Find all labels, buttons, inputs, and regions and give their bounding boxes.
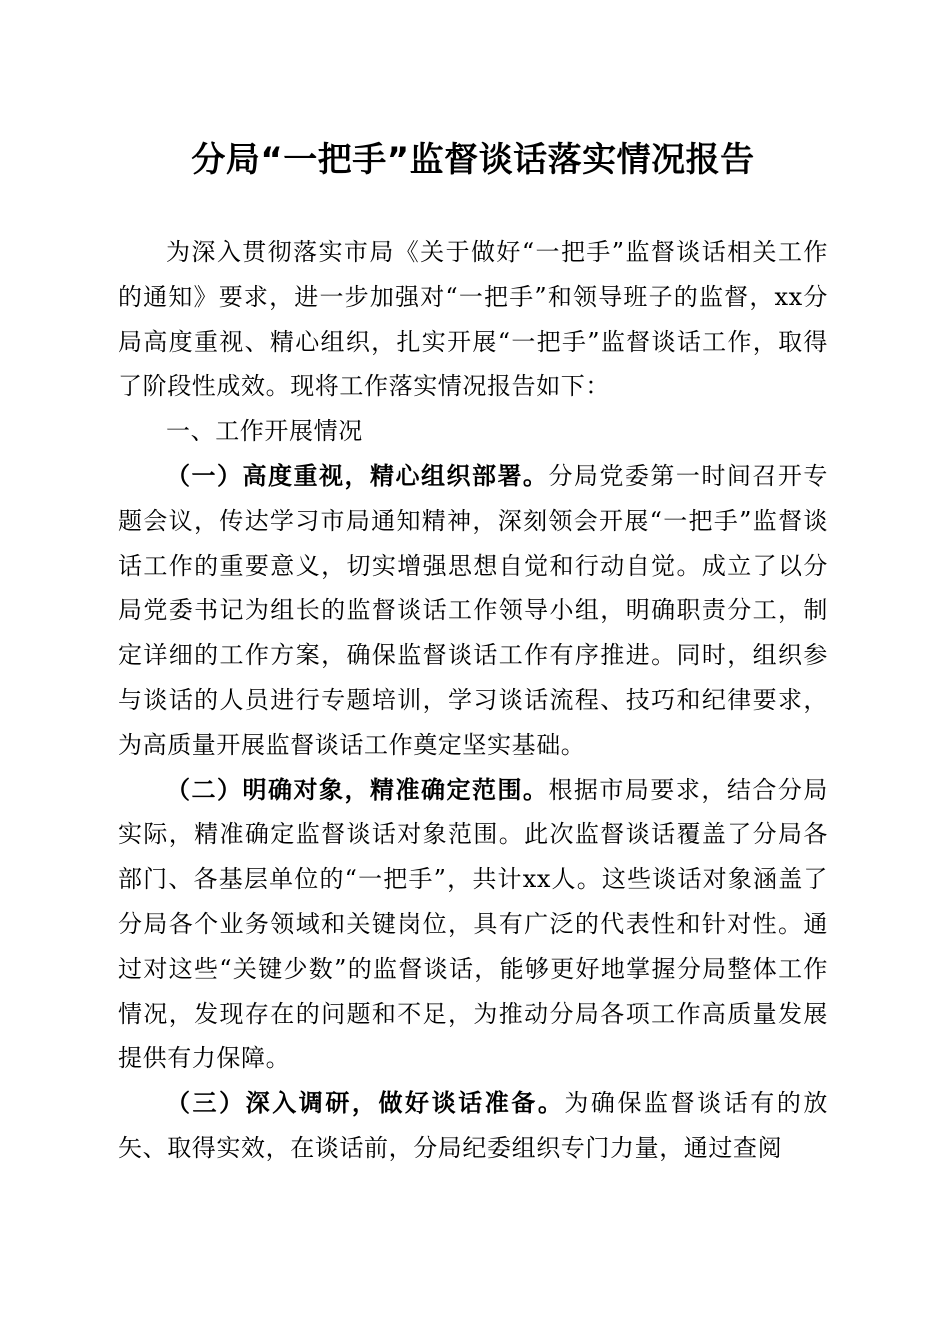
item-paragraph-2 bbox=[118, 768, 828, 1082]
item-lead-3: （三）深入调研，做好谈话准备。 bbox=[166, 1089, 565, 1118]
item-text-3: 为确保监督谈话有的放矢、取得实效，在谈话前，分局纪委组织专门力量，通过查阅 bbox=[118, 1089, 828, 1162]
document-title: 分局“一把手”监督谈话落实情况报告 bbox=[191, 140, 755, 180]
intro-paragraph: 为深入贯彻落实市局《关于做好“一把手”监督谈话相关工作的通知》要求，进一步加强对“一把手”和领导班子的监督，xx分局高度重视、精心组织，扎实开展“一把手”监督谈话工作，取得了阶段性成效。现将工作落实情况报告如下： bbox=[118, 238, 828, 401]
item-text-1: 分局党委第一时间召开专题会议，传达学习市局通知精神，深刻领会开展“一把手”监督谈话工作的重要意义，切实增强思想自觉和行动自觉。成立了以分局党委书记为组长的监督谈话工作领导小组，明确职责分工，制定详细的工作方案，确保监督谈话工作有序推进。同时，组织参与谈话的人员进行专题培训，学习谈话流程、技巧和纪律要求，为高质量开展监督谈话工作奠定坚实基础。 bbox=[118, 461, 828, 759]
document-page bbox=[118, 130, 828, 1171]
item-text-2: 根据市局要求，结合分局实际，精准确定监督谈话对象范围。此次监督谈话覆盖了分局各部门、各基层单位的“一把手”，共计xx人。这些谈话对象涵盖了分局各个业务领域和关键岗位，具有广泛的代表性和针对性。通过对这些“关键少数”的监督谈话，能够更好地掌握分局整体工作情况，发现存在的问题和不足，为推动分局各项工作高质量发展提供有力保障。 bbox=[118, 775, 828, 1073]
item-paragraph-1 bbox=[118, 454, 828, 768]
item-paragraph-3 bbox=[118, 1081, 828, 1171]
item-lead-2: （二）明确对象，精准确定范围。 bbox=[166, 775, 549, 804]
section-heading-1: 一、工作开展情况 bbox=[166, 417, 363, 446]
document-body bbox=[118, 230, 828, 1171]
item-lead-1: （一）高度重视，精心组织部署。 bbox=[166, 461, 549, 490]
